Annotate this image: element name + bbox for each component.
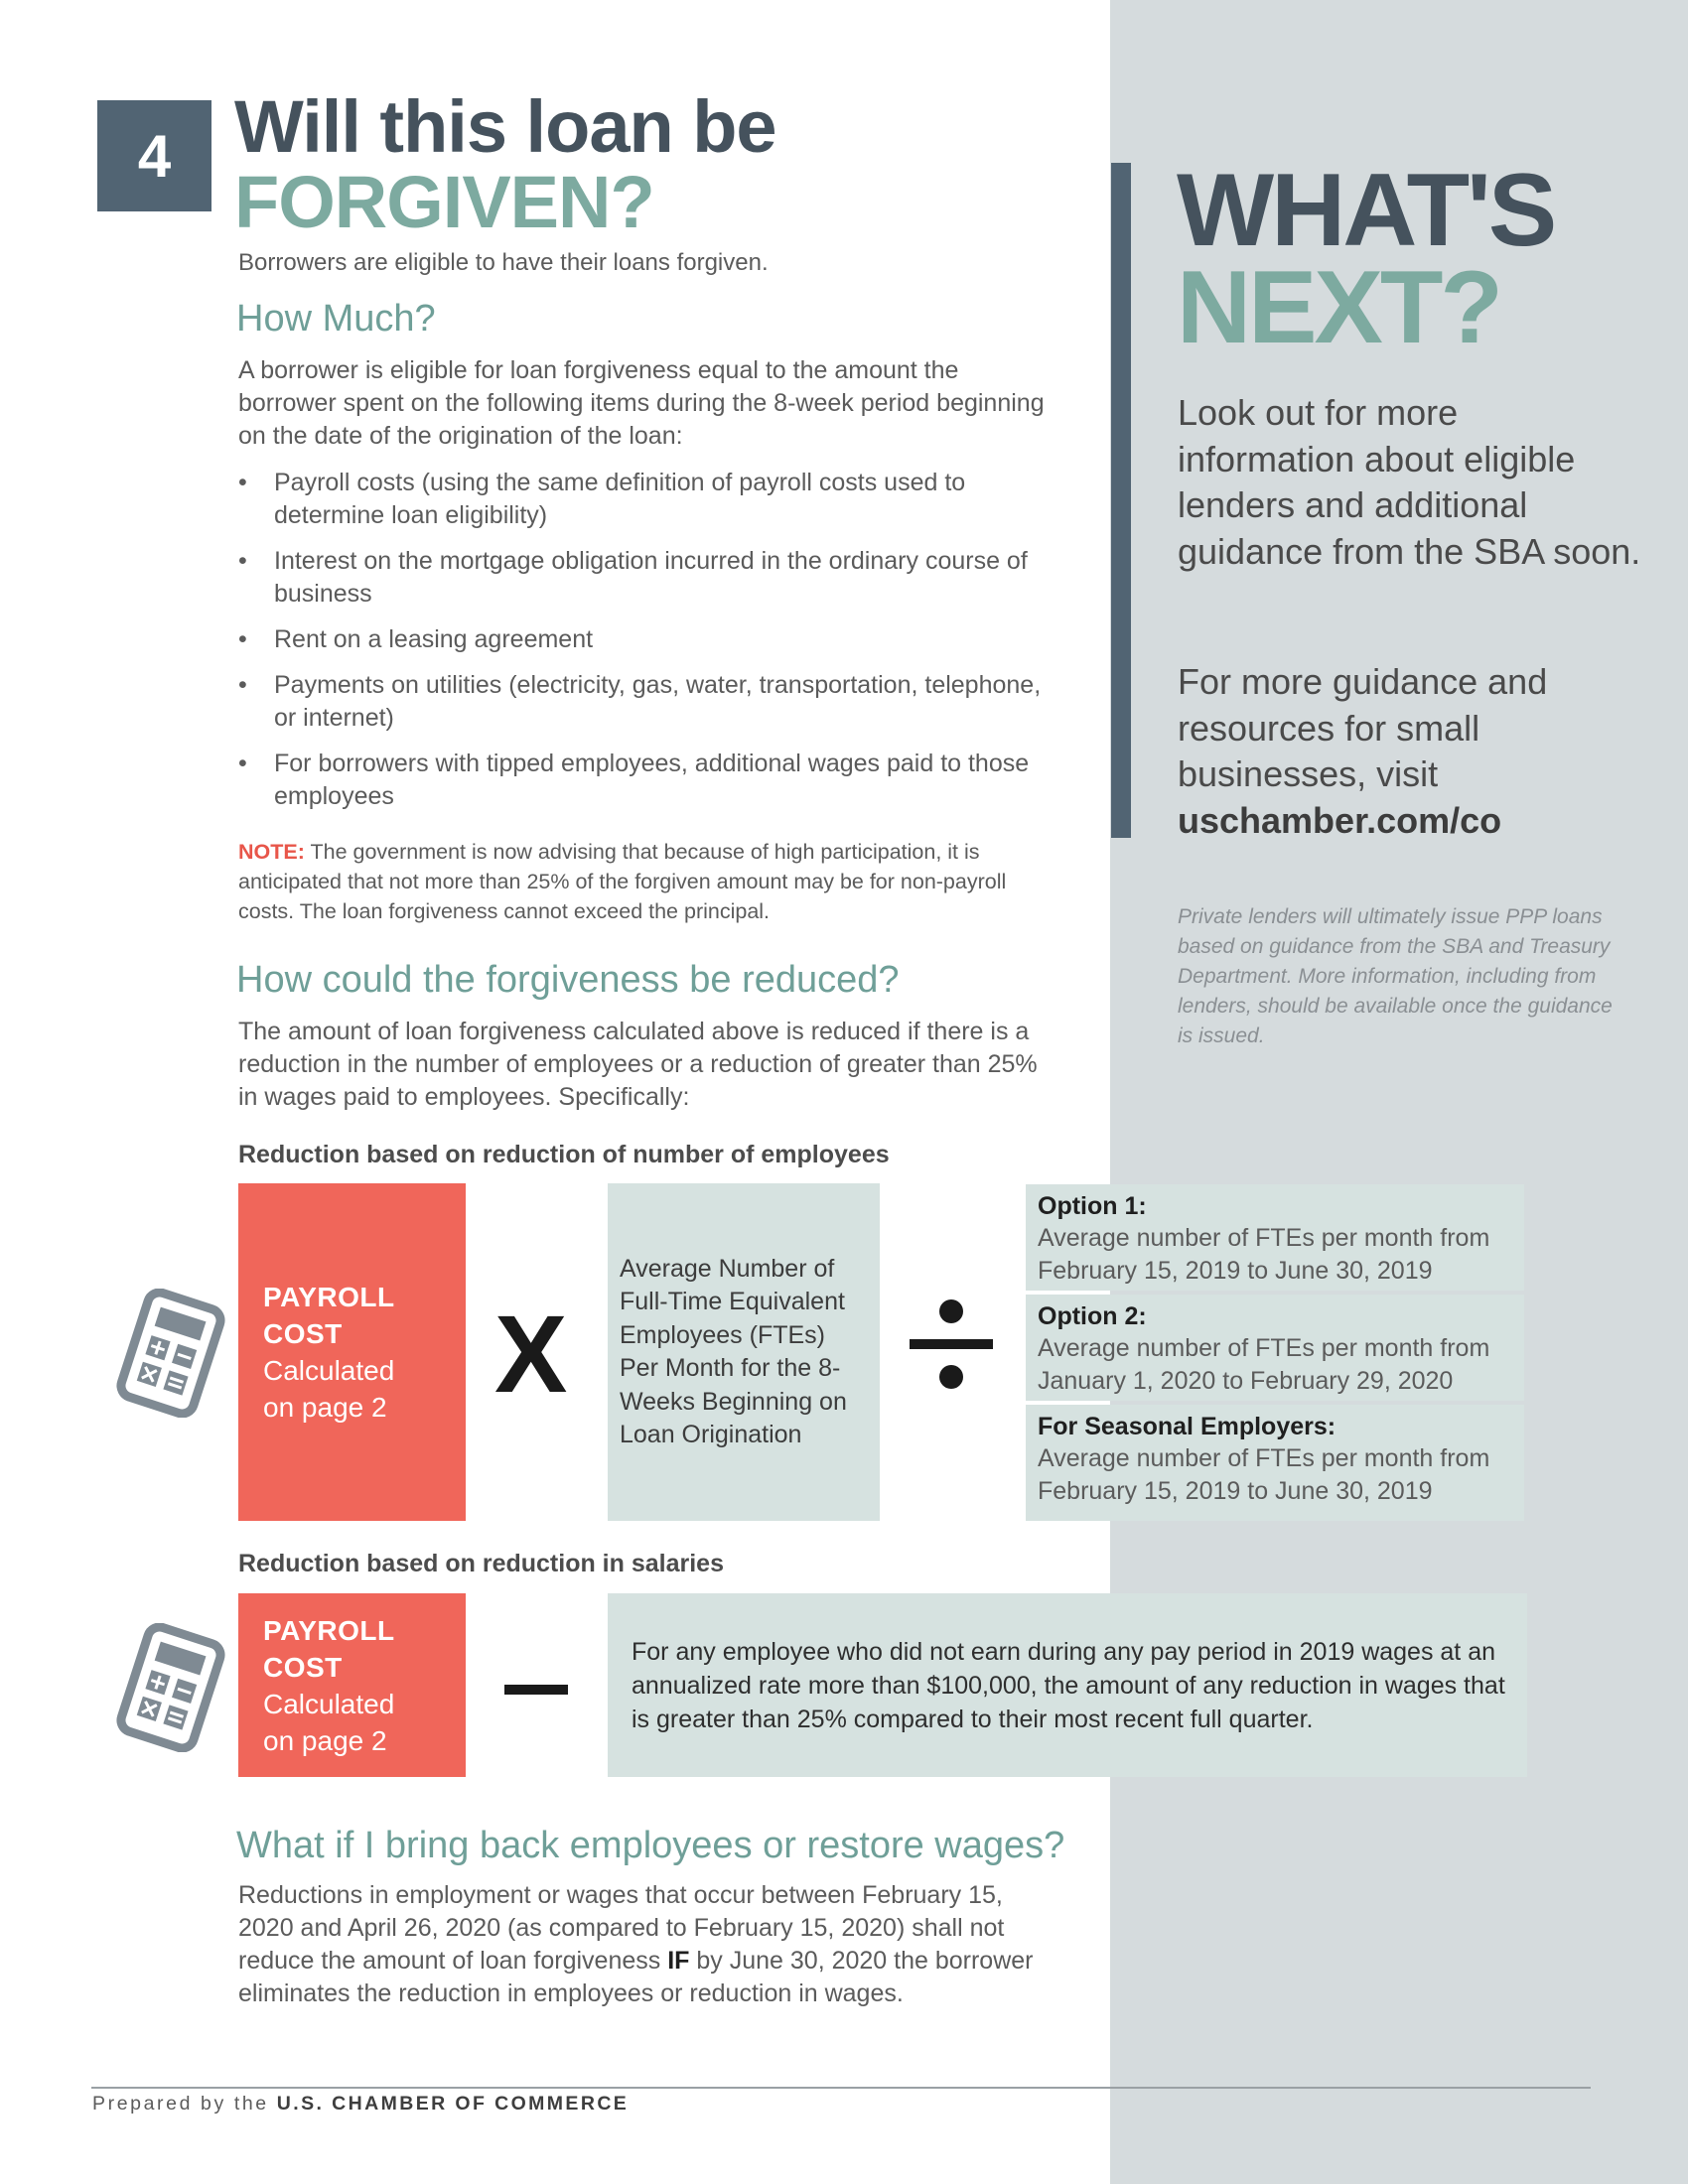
restore-heading: What if I bring back employees or restore wages? <box>236 1825 1065 1866</box>
bullet-dot: • <box>238 750 247 777</box>
payroll-cost-box <box>238 1183 466 1521</box>
section-number: 4 <box>137 122 172 190</box>
option-1-box <box>1026 1184 1524 1291</box>
salary-reduction-text: For any employee who did not earn during any pay period in 2019 wages at an annualized rate more than $100,000, the amount of any reduction in wages that is greater than 25% compared to their most recent full quarter. <box>632 1637 1505 1733</box>
sidebar-paragraph-1: Look out for more information about eligible lenders and additional guidance from the SBA soon. <box>1178 392 1641 572</box>
minus-symbol <box>504 1685 568 1695</box>
divide-icon <box>908 1295 995 1394</box>
bullet-dot: • <box>238 469 247 496</box>
intro-text: Borrowers are eligible to have their loans forgiven. <box>238 249 769 276</box>
note-paragraph <box>238 837 1062 926</box>
reduced-body: The amount of loan forgiveness calculated above is reduced if there is a reduction in the number of employees or a reduction of greater than 25% in wages paid to employees. Specifically: <box>238 1018 1038 1111</box>
footer-org: U.S. CHAMBER OF COMMERCE <box>276 2093 630 2115</box>
restore-body <box>238 1879 1062 2010</box>
salaries-subheading: Reduction based on reduction in salaries <box>238 1550 724 1577</box>
payroll-cost-title-line1: PAYROLL <box>263 1282 395 1312</box>
footer-divider <box>91 2087 1591 2089</box>
option-description: Average number of FTEs per month from February 15, 2019 to June 30, 2019 <box>1038 1224 1490 1285</box>
note-text: The government is now advising that because of high participation, it is anticipated that not more than 25% of the forgiven amount may be for non-payroll costs. The loan forgiveness cannot exceed the principal. <box>238 840 1007 923</box>
calculator-icon <box>111 1623 230 1752</box>
payroll-cost-title-line2: COST <box>263 1318 343 1349</box>
option-seasonal-box <box>1026 1405 1524 1521</box>
note-label: NOTE: <box>238 840 305 864</box>
calculator-icon <box>111 1289 230 1418</box>
multiply-symbol: X <box>494 1294 568 1416</box>
sidebar-footnote: Private lenders will ultimately issue PPP loans based on guidance from the SBA and Treasury Department. More information, including from lenders, should be available once the guidance is issued. <box>1178 905 1613 1047</box>
average-ftes-box <box>608 1183 880 1521</box>
payroll-cost-box <box>238 1593 466 1777</box>
option-title: Option 2: <box>1038 1302 1147 1330</box>
list-item <box>238 467 1062 532</box>
option-title: For Seasonal Employers: <box>1038 1413 1336 1440</box>
option-description: Average number of FTEs per month from January 1, 2020 to February 29, 2020 <box>1038 1334 1490 1395</box>
list-item-text: Interest on the mortgage obligation incurred in the ordinary course of business <box>274 547 1028 608</box>
list-item <box>238 545 1062 611</box>
list-item <box>238 748 1062 813</box>
reduced-heading: How could the forgiveness be reduced? <box>236 959 900 1001</box>
bullet-dot: • <box>238 547 247 575</box>
page-title-line1: Will this loan be <box>234 85 776 168</box>
list-item-text: Payroll costs (using the same definition of payroll costs used to determine loan eligibility) <box>274 469 966 529</box>
list-item <box>238 623 1062 656</box>
payroll-cost-sub-line2: on page 2 <box>263 1724 387 1756</box>
payroll-cost-sub-line1: Calculated <box>263 1355 395 1386</box>
average-ftes-text: Average Number of Full-Time Equivalent Employees (FTEs) Per Month for the 8-Weeks Beginning on Loan Origination <box>620 1254 847 1448</box>
salary-reduction-box <box>608 1593 1527 1777</box>
option-description: Average number of FTEs per month from February 15, 2019 to June 30, 2019 <box>1038 1444 1490 1505</box>
restore-body-if: IF <box>667 1947 690 1975</box>
payroll-cost-title-line1: PAYROLL <box>263 1614 395 1646</box>
payroll-cost-title-line2: COST <box>263 1651 343 1683</box>
section-number-badge <box>97 100 211 211</box>
footer <box>92 2093 629 2116</box>
payroll-cost-sub-line1: Calculated <box>263 1688 395 1719</box>
list-item-text: Payments on utilities (electricity, gas, water, transportation, telephone, or internet) <box>274 671 1042 732</box>
sidebar-url-link[interactable]: uschamber.com/co <box>1178 800 1502 841</box>
sidebar-title-line1: WHAT'S <box>1177 153 1555 268</box>
bullet-dot: • <box>238 625 247 653</box>
how-much-body: A borrower is eligible for loan forgiveness equal to the amount the borrower spent on the following items during the 8-week period beginning on the date of the origination of the loan: <box>238 356 1045 450</box>
list-item-text: For borrowers with tipped employees, additional wages paid to those employees <box>274 750 1030 810</box>
sidebar-title-line2: NEXT? <box>1177 250 1500 365</box>
how-much-heading: How Much? <box>236 298 436 340</box>
restore-body-end: by June 30, 2020 the borrower eliminates the reduction in employees or reduction in wages. <box>238 1947 1034 2007</box>
list-item <box>238 669 1062 735</box>
option-2-box <box>1026 1295 1524 1401</box>
payroll-cost-sub-line2: on page 2 <box>263 1392 387 1423</box>
employees-subheading: Reduction based on reduction of number of employees <box>238 1141 890 1168</box>
option-title: Option 1: <box>1038 1192 1147 1220</box>
page-title-line2: FORGIVEN? <box>234 161 654 243</box>
bullet-dot: • <box>238 671 247 699</box>
sidebar-paragraph-2: For more guidance and resources for small businesses, visit <box>1178 661 1548 794</box>
sidebar-accent-bar <box>1111 163 1131 838</box>
list-item-text: Rent on a leasing agreement <box>274 625 594 653</box>
restore-body-start: Reductions in employment or wages that occur between February 15, 2020 and April 26, 2020 (as compared to February 15, 2020) shall not reduce the amount of loan forgiveness <box>238 1881 1005 1975</box>
footer-prefix: Prepared by the <box>92 2093 277 2115</box>
forgiveness-items-list <box>238 467 1062 826</box>
